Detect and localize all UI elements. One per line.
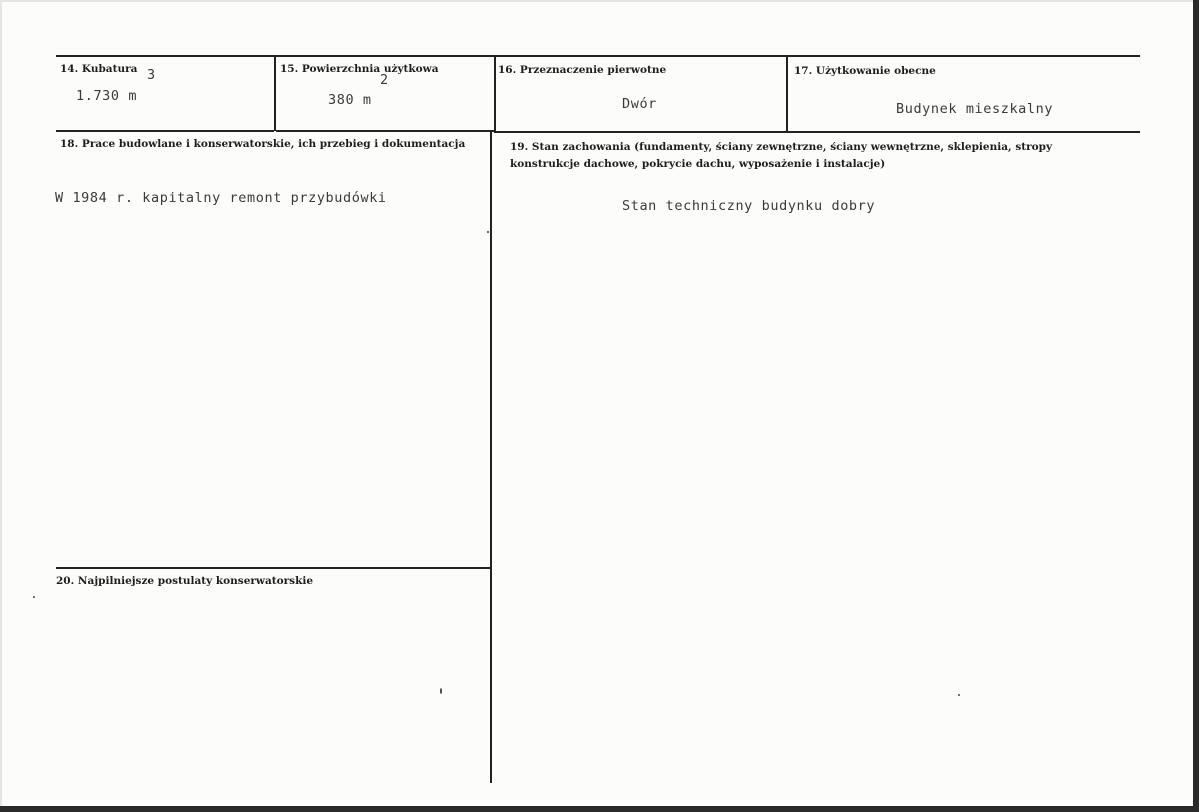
field19-label: 19. Stan zachowania (fundamenty, ściany zewnętrzne, ściany wewnętrzne, sklepienia, stropy konstrukcje dachowe, pokrycie dachu, wyposażenie i instalacje)	[510, 141, 1053, 170]
field17-label: 17. Użytkowanie obecne	[794, 65, 936, 77]
row1-bottom-rule-2	[276, 130, 494, 132]
section20-rule	[56, 567, 490, 569]
row1-bottom-rule	[56, 130, 274, 132]
row1-bottom-rule-3	[496, 131, 1140, 133]
scan-edge-bottom	[0, 806, 1199, 812]
divider-main	[490, 131, 492, 783]
divider-14-15	[274, 55, 276, 131]
divider-15-16	[494, 55, 496, 133]
field17-value: Budynek mieszkalny	[896, 101, 1054, 117]
divider-16-17	[786, 57, 788, 131]
field15-exponent: 2	[380, 72, 389, 88]
scan-speck	[33, 596, 35, 598]
top-rule	[56, 55, 1140, 57]
field14-label: 14. Kubatura	[60, 63, 138, 75]
scan-edge-right	[1193, 0, 1199, 812]
scan-speck	[440, 688, 442, 694]
field18-label: 18. Prace budowlane i konserwatorskie, ich przebieg i dokumentacja	[60, 138, 466, 150]
field14-value: 1.730 m	[76, 88, 138, 104]
field14-exponent: 3	[147, 67, 156, 83]
field19-value: Stan techniczny budynku dobry	[622, 198, 876, 214]
field15-value: 380 m	[328, 92, 372, 108]
field20-label: 20. Najpilniejsze postulaty konserwatorskie	[56, 575, 314, 587]
field16-label: 16. Przeznaczenie pierwotne	[498, 64, 667, 76]
scan-speck	[958, 694, 960, 696]
scan-speck	[487, 231, 489, 233]
field15-label: 15. Powierzchnia użytkowa	[280, 63, 439, 75]
field16-value: Dwór	[622, 96, 657, 112]
field18-value: W 1984 r. kapitalny remont przybudówki	[55, 190, 387, 206]
